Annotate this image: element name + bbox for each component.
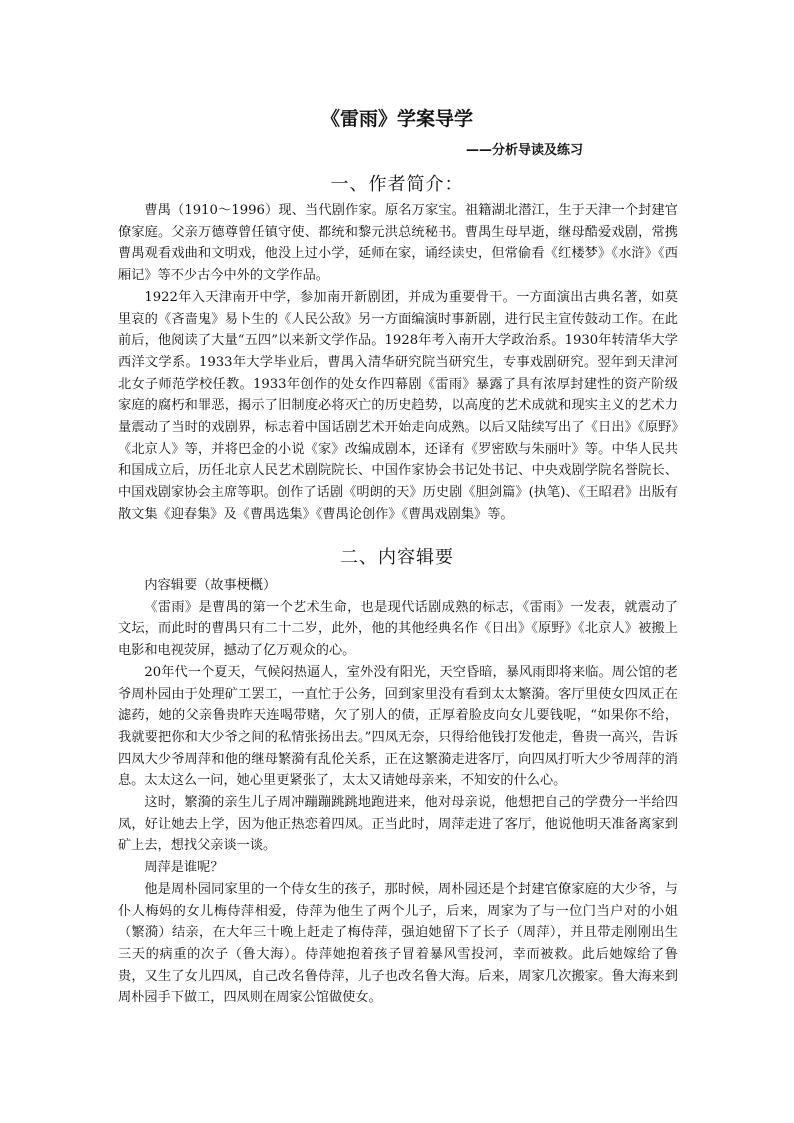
paragraph: 20年代一个夏天，气候闷热逼人，室外没有阳光，天空昏暗，暴风雨即将来临。周公馆的老爷周朴园由于处理矿工罢工，一直忙于公务，回到家里没有看到太太繁漪。客厅里使女四凤正在滤药，她的父亲鲁贵昨天连喝带赌，欠了别人的债，正厚着脸皮向女儿要钱呢，“如果你不给，我就要把你和大少爷之间的私情张扬出去。”四凤无奈，只得给他钱打发他走，鲁贵一高兴，告诉四凤大少爷周萍和他的继母繁漪有乱伦关系，正在这繁漪走进客厅，向四凤打听大少爷周萍的消息。太太这么一问，她心里更紧张了，太太又请她母亲来，不知安的什么心。: [118, 664, 678, 789]
section-heading-content: 二、内容辑要: [340, 547, 454, 568]
document-subtitle: ——分析导读及练习: [465, 143, 583, 158]
paragraph: 这时，繁漪的亲生儿子周冲蹦蹦跳跳地跑进来，他对母亲说，他想把自己的学费分一半给四凤，好让她去上学，因为他正热恋着四凤。正当此时，周萍走进了客厅，他说他明天准备离家到矿上去，想找父亲谈一谈。: [118, 795, 678, 854]
paragraph: 周萍是谁呢？: [144, 860, 224, 876]
section-author-body: [118, 200, 678, 526]
paragraph: 《雷雨》是曹禺的第一个艺术生命，也是现代话剧成熟的标志，《雷雨》一发表，就震动了文坛，而此时的曹禺只有二十二岁，此外，他的其他经典名作《日出》《原野》《北京人》被搬上电影和电视荧屏，撼动了亿万观众的心。: [118, 599, 678, 659]
paragraph: 内容辑要（故事梗概）: [144, 578, 277, 593]
document-title: 《雷雨》学案导学: [320, 108, 473, 130]
section-heading-author: 一、作者简介：: [330, 174, 464, 195]
section-content-body: [118, 575, 678, 1009]
paragraph: 1922年入天津南开中学，参加南开新剧团，并成为重要骨干。一方面演出古典名著，如莫里哀的《吝啬鬼》易卜生的《人民公敌》另一方面编演时事新剧，进行民主宣传鼓动工作。在此前后，他阅读了大量“五四”以来新文学作品。1928年考入南开大学政治系。1930年转清华大学西洋文学系。1933年大学毕业后，曹禺入清华研究院当研究生，专事戏剧研究。翌年到天津河北女子师范学校任教。1933年创作的处女作四幕剧《雷雨》暴露了具有浓厚封建性的资产阶级家庭的腐朽和罪恶，揭示了旧制度必将灭亡的历史趋势，以高度的艺术成就和现实主义的艺术力量震动了当时的戏剧界，标志着中国话剧艺术开始走向成熟。以后又陆续写出了《日出》《原野》《北京人》等，并将巴金的小说《家》改编成剧本，还译有《罗密欧与朱丽叶》等。中华人民共和国成立后，历任北京人民艺术剧院院长、中国作家协会书记处书记、中央戏剧学院名誉院长、中国戏剧家协会主席等职。创作了话剧《明朗的天》历史剧《胆剑篇》(执笔)、《王昭君》出版有散文集《迎春集》及《曹禺选集》《曹禺论创作》《曹禺戏剧集》等。: [118, 289, 678, 522]
paragraph: 曹禺（1910～1996）现、当代剧作家。原名万家宝。祖籍湖北潜江，生于天津一个封建官僚家庭。父亲万德尊曾任镇守使、都统和黎元洪总统秘书。曹禺生母早逝，继母酷爱戏剧，常携曹禺观看戏曲和文明戏，他没上过小学，延师在家，诵经读史，但常偷看《红楼梦》《水浒》《西厢记》等不少古今中外的文学作品。: [118, 203, 678, 284]
paragraph: 他是周朴园同家里的一个侍女生的孩子，那时候，周朴园还是个封建官僚家庭的大少爷，与仆人梅妈的女儿梅侍萍相爱，侍萍为他生了两个儿子，后来，周家为了与一位门当户对的小姐（繁漪）结亲，在大年三十晚上赶走了梅侍萍，强迫她留下了长子（周萍），并且带走刚刚出生三天的病重的次子（鲁大海）。侍萍她抱着孩子冒着暴风雪投河，幸而被救。此后她嫁给了鲁贵，又生了女儿四凤，自己改名鲁侍萍，儿子也改名鲁大海。后来，周家几次搬家。鲁大海来到周朴园手下做工，四凤则在周家公馆做使女。: [118, 881, 678, 1006]
